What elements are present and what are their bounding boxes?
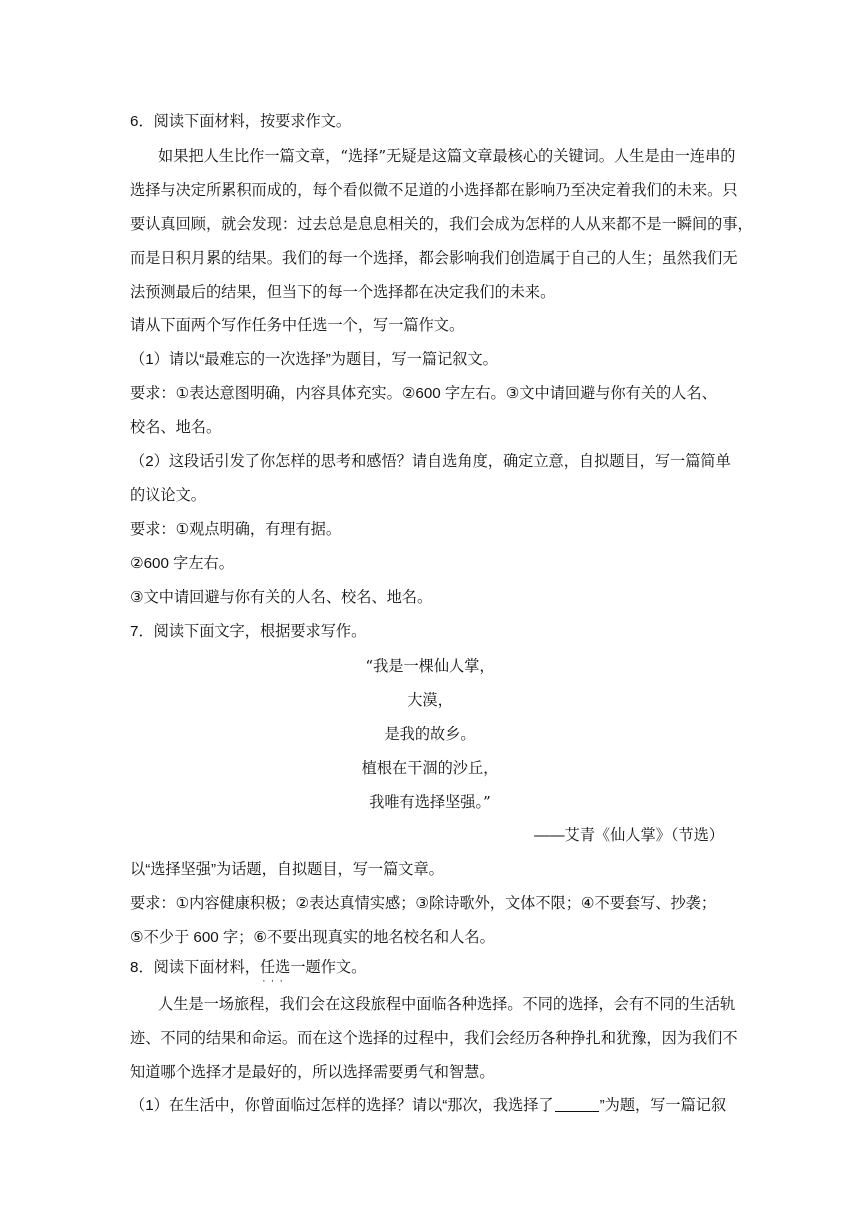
q7-poem-line-5: 我唯有选择坚强。” (369, 793, 491, 811)
q6-task-2-line-2: 的议论文。 (130, 487, 206, 504)
q8-passage-line-2: 迹、不同的结果和命运。而在这个选择的过程中，我们会经历各种挣扎和犹豫，因为我们不 (130, 1029, 738, 1047)
q6-passage-line-2: 选择与决定所累积而成的，每个看似微不足道的小选择都在影响乃至决定着我们的未来。只 (130, 181, 738, 199)
q6-passage-line-3: 要认真回顾，就会发现：过去总是息息相关的，我们会成为怎样的人从来都不是一瞬间的事， (130, 215, 753, 233)
q6-title: 6．阅读下面材料，按要求作文。 (130, 113, 352, 130)
fill-in-blank (555, 1097, 599, 1112)
q7-poem-line-3: 是我的故乡。 (384, 725, 476, 743)
q8-title-post: 题作文。 (305, 959, 367, 976)
q6-task-2-req-line-3: ③文中请回避与你有关的人名、校名、地名。 (130, 589, 433, 606)
q7-req-line-2: ⑤不少于 600 字；⑥不要出现真实的地名校名和人名。 (130, 929, 495, 946)
q7-instruction: 以“选择坚强”为话题，自拟题目，写一篇文章。 (130, 861, 444, 878)
q6-instruction: 请从下面两个写作任务中任选一个，写一篇作文。 (130, 317, 465, 334)
q8-task-1-pre: （1）在生活中，你曾面临过怎样的选择？请以“那次，我选择了 (130, 1097, 554, 1114)
q6-passage-line-5: 法预测最后的结果，但当下的每一个选择都在决定我们的未来。 (130, 283, 556, 301)
q6-passage-line-1: 如果把人生比作一篇文章，“选择”无疑是这篇文章最核心的关键词。人生是由一连串的 (158, 147, 736, 165)
q8-title (130, 958, 366, 978)
q8-passage-line-3: 知道哪个选择才是最好的，所以选择需要勇气和智慧。 (130, 1063, 495, 1081)
q6-task-1-req-line-1: 要求：①表达意图明确，内容具体充实。②600 字左右。③文中请回避与你有关的人名、 (130, 385, 717, 402)
q7-title: 7．阅读下面文字，根据要求写作。 (130, 623, 367, 640)
q6-task-2-line-1: （2）这段话引发了你怎样的思考和感悟？请自选角度，确定立意，自拟题目，写一篇简单 (130, 453, 731, 470)
q7-poem-line-1: “我是一棵仙人掌， (365, 657, 495, 675)
q6-task-1: （1）请以“最难忘的一次选择”为题目，写一篇记叙文。 (130, 351, 498, 368)
q6-task-2-req-line-1: 要求：①观点明确，有理有据。 (130, 521, 342, 538)
q6-task-2-req-line-2: ②600 字左右。 (130, 555, 234, 572)
q7-source: ——艾青《仙人掌》（节选） (534, 827, 724, 844)
q7-req-line-1: 要求：①内容健康积极；②表达真情实感；③除诗歌外，文体不限；④不要套写、抄袭； (130, 895, 717, 912)
q8-task-1-post: ”为题，写一篇记叙 (599, 1097, 727, 1114)
q8-title-emphasis: 任选一 · · · (260, 959, 306, 976)
q8-title-pre: 8．阅读下面材料， (130, 959, 260, 976)
q6-passage-line-4: 而是日积月累的结果。我们的每一个选择，都会影响我们创造属于自己的人生；虽然我们无 (130, 249, 738, 267)
q7-poem-line-4: 植根在干涸的沙丘， (361, 759, 499, 777)
q7-poem-line-2: 大漠， (407, 691, 453, 709)
q6-task-1-req-line-2: 校名、地名。 (130, 419, 222, 436)
q8-task-1 (130, 1096, 726, 1116)
q8-passage-line-1: 人生是一场旅程，我们会在这段旅程中面临各种选择。不同的选择，会有不同的生活轨 (158, 995, 736, 1013)
